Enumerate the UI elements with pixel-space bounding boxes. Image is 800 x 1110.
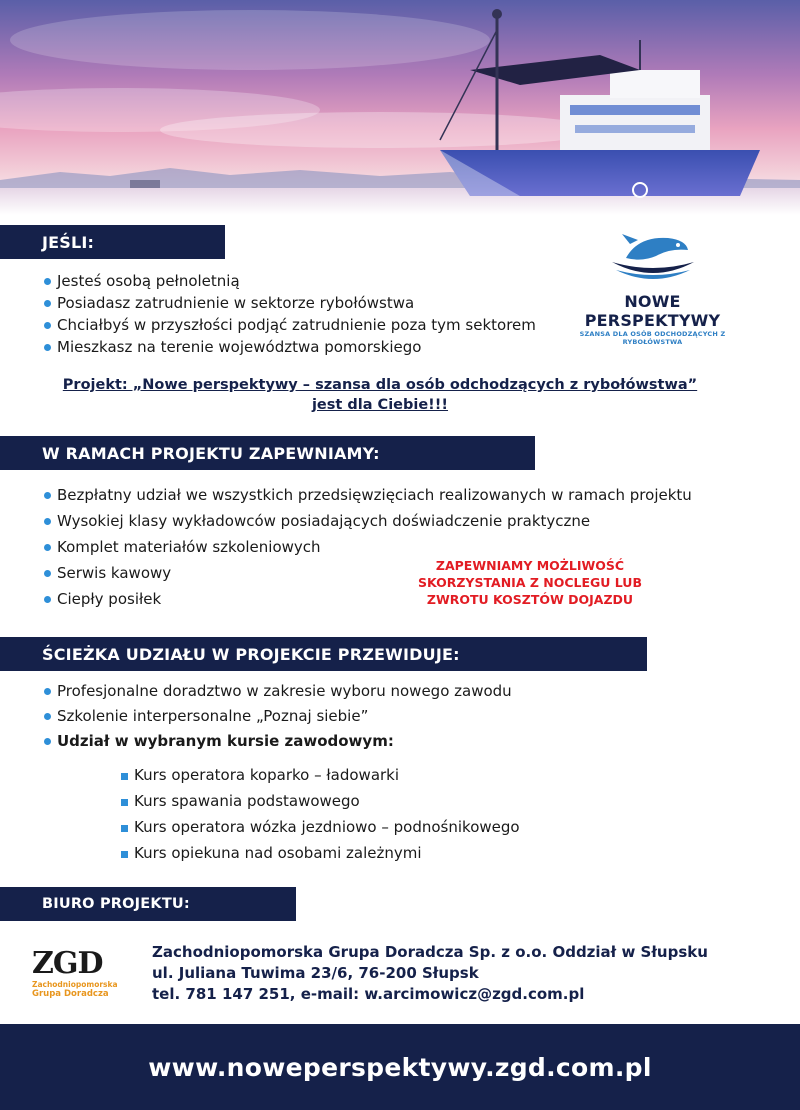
- section-provide-title: W RAMACH PROJEKTU ZAPEWNIAMY:: [0, 436, 535, 470]
- list-item: Ciepły posiłek: [43, 588, 692, 610]
- list-item: Profesjonalne doradztwo w zakresie wyboru nowego zawodu: [43, 680, 512, 702]
- zgd-logo: [32, 948, 122, 999]
- office-contact[interactable]: tel. 781 147 251, e-mail: w.arcimowicz@zgd.com.pl: [152, 985, 585, 1003]
- logo-title: NOWE PERSPEKTYWY: [584, 292, 721, 330]
- logo-subtitle: SZANSA DLA OSÓB ODCHODZĄCYCH Z RYBOŁÓWSTWA: [579, 330, 726, 346]
- accommodation-note: [410, 557, 650, 608]
- section-office-title: BIURO PROJEKTU:: [0, 887, 296, 921]
- note-line: ZAPEWNIAMY MOŻLIWOŚĆ: [435, 558, 625, 573]
- list-item: Komplet materiałów szkoleniowych: [43, 536, 692, 558]
- fish-wave-icon: [608, 228, 698, 286]
- list-item: Chciałbyś w przyszłości podjąć zatrudnienie poza tym sektorem: [43, 314, 536, 336]
- office-street: ul. Juliana Tuwima 23/6, 76-200 Słupsk: [152, 964, 479, 982]
- list-item: Mieszkasz na terenie województwa pomorskiego: [43, 336, 536, 358]
- list-item: Posiadasz zatrudnienie w sektorze rybołówstwa: [43, 292, 536, 314]
- office-name: Zachodniopomorska Grupa Doradcza Sp. z o.o. Oddział w Słupsku: [152, 943, 708, 961]
- footer-url[interactable]: www.noweperspektywy.zgd.com.pl: [0, 1024, 800, 1110]
- list-item: Udział w wybranym kursie zawodowym:: [43, 730, 512, 752]
- courses-list: [120, 764, 520, 864]
- office-address: [152, 942, 708, 1005]
- path-list: [43, 680, 512, 752]
- fishing-boat-illustration: [0, 0, 800, 215]
- section-if-title: JEŚLI:: [0, 225, 225, 259]
- list-item: Bezpłatny udział we wszystkich przedsięwzięciach realizowanych w ramach projektu: [43, 484, 692, 506]
- eligibility-list: [43, 270, 536, 358]
- zgd-logo-line1: Zachodniopomorska: [32, 980, 118, 989]
- list-item: Serwis kawowy: [43, 562, 692, 584]
- zgd-logo-line2: Grupa Doradcza: [32, 989, 109, 999]
- section-path-title: ŚCIEŻKA UDZIAŁU W PROJEKCIE PRZEWIDUJE:: [0, 637, 647, 671]
- project-line-1: Projekt: „Nowe perspektywy – szansa dla osób odchodzących z rybołówstwa”: [62, 377, 698, 393]
- list-item: Wysokiej klasy wykładowców posiadających doświadczenie praktyczne: [43, 510, 692, 532]
- zgd-logo-mark: ZGD: [32, 946, 103, 981]
- nowe-perspektywy-logo: [555, 228, 750, 346]
- course-item: Kurs operatora koparko – ładowarki: [120, 764, 520, 786]
- list-item: Szkolenie interpersonalne „Poznaj siebie”: [43, 705, 512, 727]
- course-item: Kurs opiekuna nad osobami zależnymi: [120, 842, 520, 864]
- course-item: Kurs operatora wózka jezdniowo – podnośnikowego: [120, 816, 520, 838]
- list-item: Jesteś osobą pełnoletnią: [43, 270, 536, 292]
- hero-image: [0, 0, 800, 215]
- course-item: Kurs spawania podstawowego: [120, 790, 520, 812]
- project-line-2: jest dla Ciebie!!!: [311, 397, 449, 413]
- note-line: ZWROTU KOSZTÓW DOJAZDU: [426, 592, 634, 607]
- note-line: SKORZYSTANIA Z NOCLEGU LUB: [417, 575, 642, 590]
